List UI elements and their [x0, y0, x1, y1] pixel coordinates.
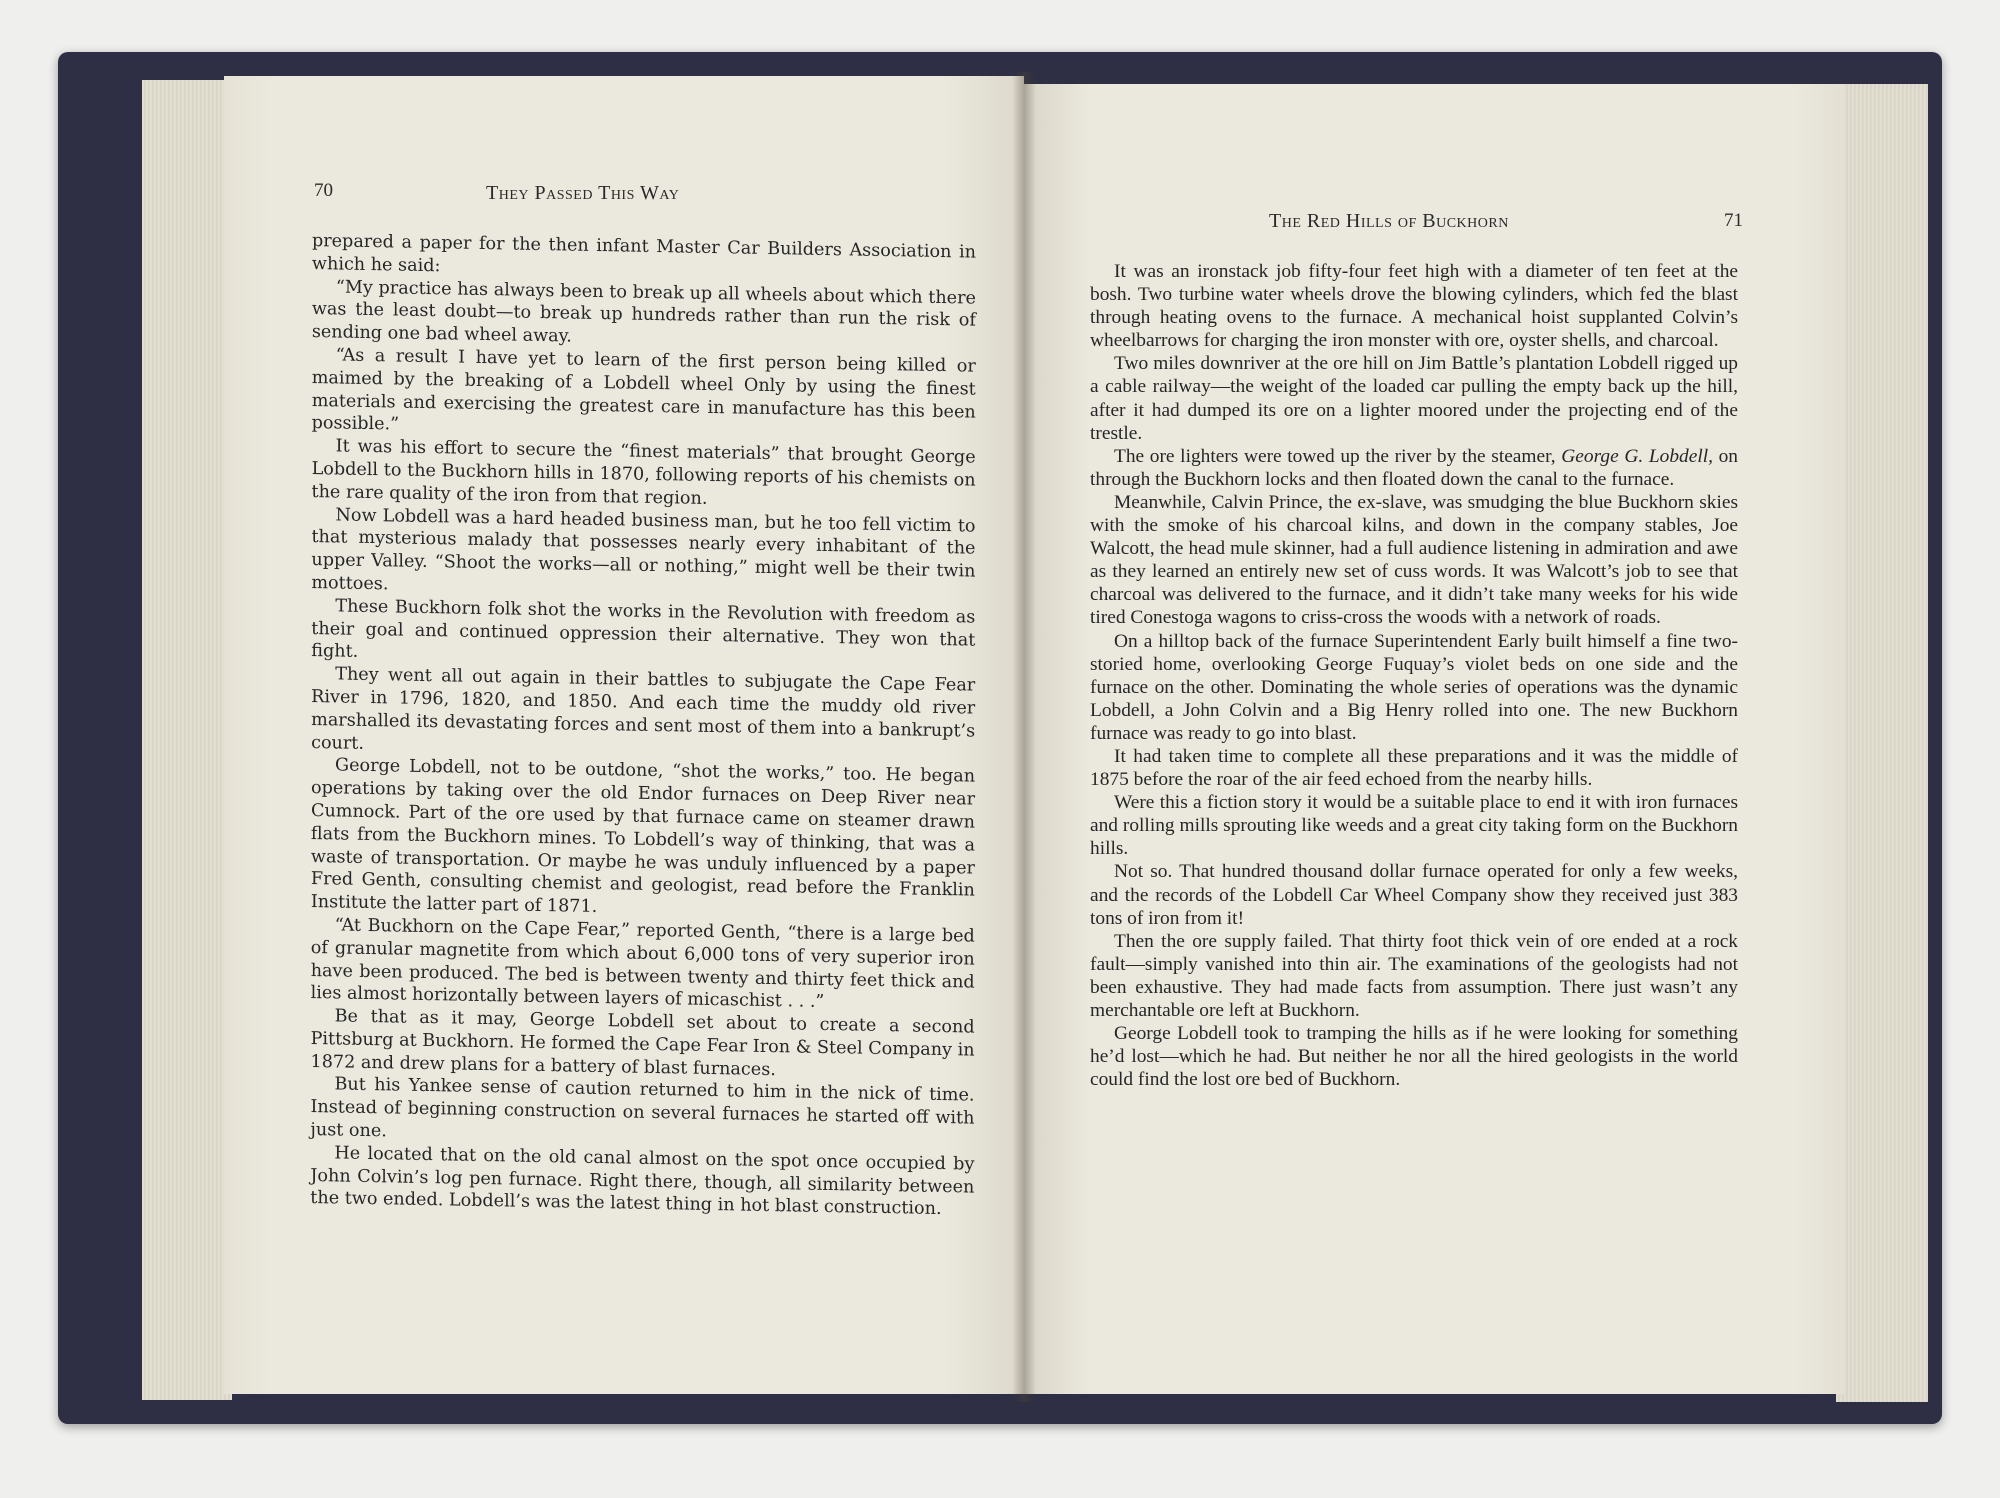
paragraph: On a hilltop back of the furnace Superintendent Early built himself a fine two-storied home, overlooking George Fuquay’s violet beds on one side and the furnace on the other. Dominating the whole series of operations was the dynamic Lobdell, a John Colvin and a Big Henry rolled into one. The new Buckhorn furnace was ready to go into blast.: [1090, 630, 1738, 744]
paragraph: Not so. That hundred thousand dollar furnace operated for only a few weeks, and the records of the Lobdell Car Wheel Company show they received just 383 tons of iron from it!: [1090, 861, 1738, 929]
page-number-left: 70: [314, 180, 333, 201]
paragraph: George Lobdell took to tramping the hills as if he were looking for something he’d lost—which he had. But neither he nor all the hired geologists in the world could find the lost ore bed of Buckhorn.: [1090, 1023, 1738, 1091]
running-head-left: They Passed This Way: [486, 182, 680, 204]
book-gutter: [1012, 72, 1036, 1402]
right-page-body: [1090, 260, 1738, 1091]
running-head-right: The Red Hills of Buckhorn: [1269, 210, 1509, 232]
paragraph: It had taken time to complete all these preparations and it was the middle of 1875 before the roar of the air feed echoed from the nearby hills.: [1090, 745, 1738, 791]
page-edges-right: [1836, 84, 1928, 1402]
paragraph: It was an ironstack job fifty-four feet high with a diameter of ten feet at the bosh. Two turbine water wheels drove the blowing cylinders, which fed the blast through heating ovens to the furnace. A mechanical hoist supplanted Colvin’s wheelbarrows for charging the iron monster with ore, oyster shells, and charcoal.: [1090, 261, 1738, 352]
paragraph: He located that on the old canal almost on the spot once occupied by John Colvin’s log pen furnace. Right there, though, all similarity between the two ended. Lobdell’s was the latest thing in hot blast construction.: [310, 1143, 975, 1220]
page-number-right: 71: [1724, 210, 1743, 231]
paragraph: Were this a fiction story it would be a suitable place to end it with iron furnaces and rolling mills sprouting like weeds and a great city taking form on the Buckhorn hills.: [1090, 792, 1738, 860]
paragraph: Two miles downriver at the ore hill on Jim Battle’s plantation Lobdell rigged up a cable railway—the weight of the loaded car pulling the empty back up the hill, after it had dumped its ore on a lighter moored under the projecting end of the trestle.: [1090, 353, 1738, 444]
paragraph: These Buckhorn folk shot the works in the Revolution with freedom as their goal and continued oppression their alternative. They won that fight.: [311, 596, 976, 663]
paragraph: Meanwhile, Calvin Prince, the ex-slave, was smudging the blue Buckhorn skies with the smoke of his charcoal kilns, and down in the company stables, Joe Walcott, the head mule skinner, had a full audience listening in admiration and awe as they learned an entirely new set of cuss words. It was Walcott’s job to see that charcoal was delivered to the furnace, and it didn’t take many weeks for his wide tired Conestoga wagons to criss-cross the woods with a network of roads.: [1090, 491, 1738, 629]
steamer-name: George G. Lobdell,: [1561, 445, 1713, 467]
paragraph: “At Buckhorn on the Cape Fear,” reported Genth, “there is a large bed of granular magnetite from which about 6,000 tons of very superior iron have been produced. The bed is between twenty and thirty feet thick and lies almost horizontally between layers of micaschist . . .”: [310, 915, 975, 1013]
paragraph: George Lobdell, not to be outdone, “shot the works,” too. He began operations by taking over the old Endor furnaces on Deep River near Cumnock. Part of the ore used by that furnace came on steamer drawn flats from the Buckhorn mines. To Lobdell’s way of thinking, that was a waste of transportation. Or maybe he was unduly influenced by a paper Fred Genth, consulting chemist and geologist, read before the Franklin Institute the latter part of 1871.: [310, 755, 976, 918]
page-edges-left: [142, 80, 232, 1400]
paragraph: Be that as it may, George Lobdell set about to create a second Pittsburg at Buckhorn. He formed the Cape Fear Iron & Steel Company in 1872 and drew plans for a battery of blast furnaces.: [310, 1006, 975, 1080]
left-page: [224, 76, 1024, 1394]
paragraph: But his Yankee sense of caution returned to him in the nick of time. Instead of beginning construction on several furnaces he started off with just one.: [310, 1074, 975, 1142]
steamer-text-before: The ore lighters were towed up the river by the steamer,: [1114, 445, 1556, 467]
paragraph: “My practice has always been to break up all wheels about which there was the least doubt—to break up hundreds rather than run the risk of sending one bad wheel away.: [311, 277, 976, 347]
right-page: [1024, 84, 1844, 1394]
left-page-body: [310, 230, 976, 1222]
paragraph: “As a result I have yet to learn of the first person being killed or maimed by the breaking of a Lobdell wheel Only by using the finest materials and exercising the greatest care in manufacture has this been possible.”: [311, 345, 976, 435]
paragraph: They went all out again in their battles to subjugate the Cape Fear River in 1796, 1820, and 1850. And each time the muddy old river marshalled its devastating forces and sent most of them into a bankrupt’s court.: [311, 664, 976, 754]
steamer-text-after: on through the Buckhorn locks and then floated down the canal to the furnace.: [1090, 445, 1738, 490]
paragraph: Now Lobdell was a hard headed business man, but he too fell victim to that mysterious malady that possesses nearly every inhabitant of the upper Valley. “Shoot the works—all or nothing,” might well be their twin mottoes.: [311, 504, 976, 595]
paragraph-steamer: [1090, 445, 1738, 491]
paragraph: Then the ore supply failed. That thirty foot thick vein of ore ended at a rock fault—simply vanished into thin air. The examinations of the geologists had not been exhaustive. They had made facts from assumption. There just wasn’t any merchantable ore left at Buckhorn.: [1090, 930, 1738, 1021]
paragraph: It was his effort to secure the “finest materials” that brought George Lobdell to the Buckhorn hills in 1870, following reports of his chemists on the rare quality of the iron from that region.: [311, 436, 976, 509]
paragraph: prepared a paper for the then infant Master Car Builders Association in which he said:: [311, 230, 976, 277]
